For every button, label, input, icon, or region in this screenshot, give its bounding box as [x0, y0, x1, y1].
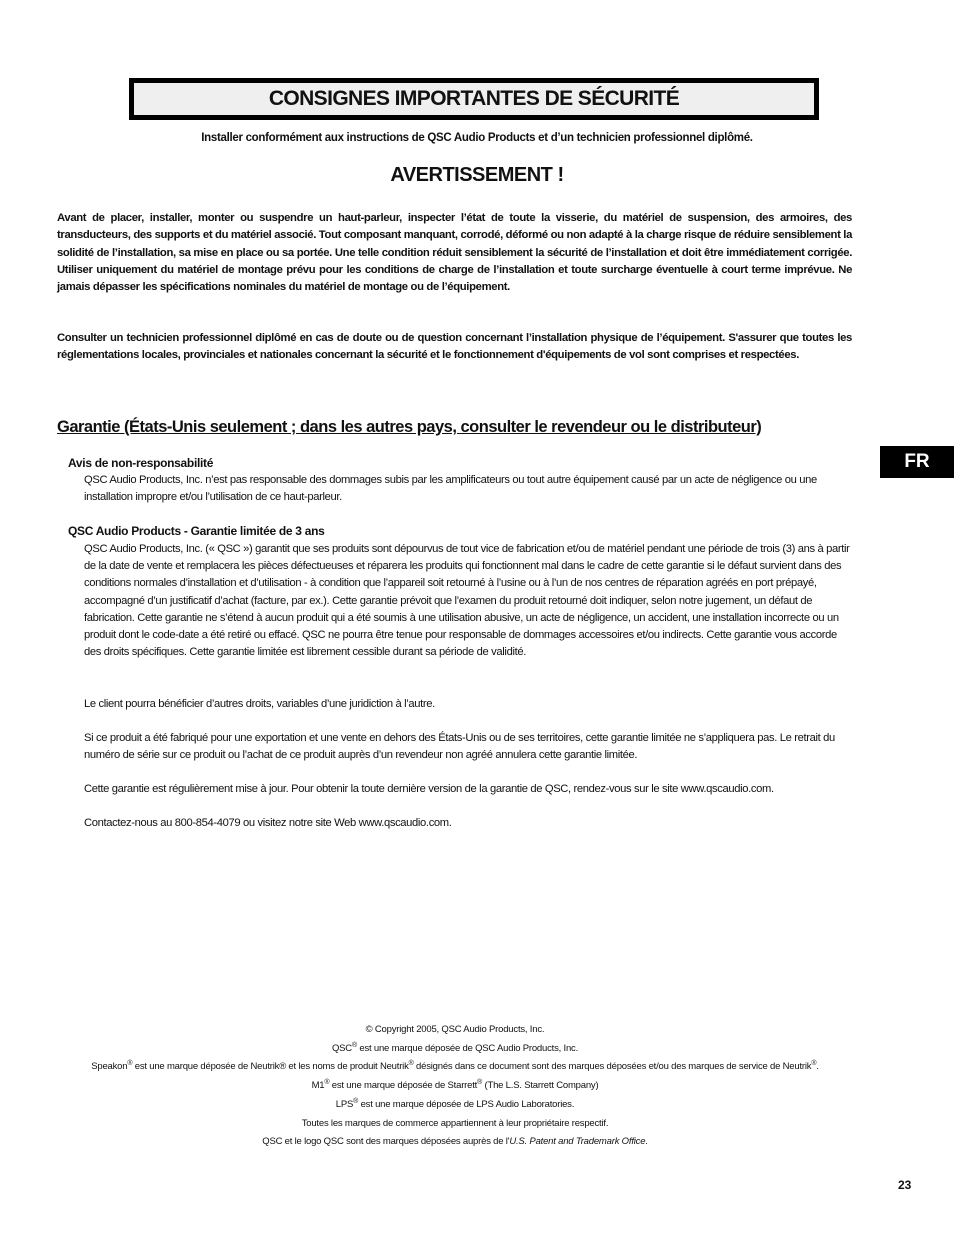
- disclaimer-heading: Avis de non-responsabilité: [68, 456, 214, 470]
- disclaimer-text: QSC Audio Products, Inc. n’est pas responsable des dommages subis par les amplificateurs ou tout autre équipement causé par un acte de négligence ou une installation impropre et/ou l’utilisation de ce haut-parleur.: [84, 474, 817, 504]
- trademark-all: Toutes les marques de commerce appartiennent à leur propriétaire respectif.: [301, 1117, 609, 1129]
- warranty-heading: Garantie (États-Unis seulement ; dans les autres pays, consulter le revendeur ou le distributeur): [57, 418, 762, 436]
- trademark-m1: M1® est une marque déposée de Starrett® (The L.S. Starrett Company): [311, 1078, 599, 1092]
- trademark-uspto: QSC et le logo QSC sont des marques déposées auprès de l'U.S. Patent and Trademark Office.: [262, 1136, 648, 1148]
- warranty-paragraph: QSC Audio Products, Inc. (« QSC ») garantit que ses produits sont dépourvus de tout vice de fabrication et/ou de matériel pendant une période de trois (3) ans à partir de la date de vente et remplacera les pièces défectueuses et réparera les produits qui fonctionnent mal dans le cadre de cette garantie si le défaut survient dans des conditions normales d’installation et d’utilisation - à condition que l’appareil soit retourné à l’usine ou à l’un de nos centres de réparation agréés en port prépayé, accompagné d’un justificatif d’achat (facture, par ex.). Cette garantie prévoit que l’examen du produit retourné doit indiquer, selon notre jugement, un défaut de fabrication. Cette garantie ne s’étend à aucun produit qui a été soumis à une utilisation abusive, un acte de négligence, un accident, une installation incorrecte ou un produit dont le code-date a été retiré ou effacé. QSC ne pourra être tenue pour responsable de dommages accessoires et/ou indirects. Cette garantie vous accorde des droits spécifiques. Cette garantie limitée est librement cessible durant sa période de validité.: [84, 543, 850, 659]
- trademark-lps: LPS® est une marque déposée de LPS Audio Laboratories.: [335, 1097, 575, 1110]
- page-number: 23: [898, 1178, 912, 1192]
- trademark-qsc: QSC® est une marque déposée de QSC Audio Products, Inc.: [331, 1041, 579, 1054]
- trademark-speakon: Speakon® est une marque déposée de Neutrik® et les noms de produit Neutrik® désignés dans ce document sont des marques déposées et/ou des marques de service de Neutrik®.: [91, 1060, 819, 1073]
- limited-warranty-heading: QSC Audio Products - Garantie limitée de 3 ans: [68, 524, 325, 538]
- footer-trademarks: [60, 1021, 850, 1152]
- warranty-paragraph: Cette garantie est régulièrement mise à jour. Pour obtenir la toute dernière version de la garantie de QSC, rendez-vous sur le site www.qscaudio.com.: [84, 783, 774, 795]
- language-tab-fr: FR: [880, 446, 954, 478]
- title-box: [129, 78, 819, 120]
- warning-title: AVERTISSEMENT !: [390, 164, 564, 186]
- page-title: CONSIGNES IMPORTANTES DE SÉCURITÉ: [268, 87, 680, 110]
- warranty-paragraph: Le client pourra bénéficier d’autres droits, variables d’une juridiction à l’autre.: [84, 698, 435, 710]
- contact-paragraph: Contactez-nous au 800-854-4079 ou visitez notre site Web www.qscaudio.com.: [84, 817, 452, 829]
- copyright: © Copyright 2005, QSC Audio Products, Inc.: [365, 1024, 545, 1035]
- warranty-paragraph: Si ce produit a été fabriqué pour une exportation et une vente en dehors des États-Unis ou de ses territoires, cette garantie limitée ne s’appliquera pas. Le retrait du numéro de série sur ce produit ou l’achat de ce produit auprès d’un revendeur non agréé annulera cette garantie limitée.: [84, 732, 835, 762]
- warning-paragraph: Avant de placer, installer, monter ou suspendre un haut-parleur, inspecter l’état de toute la visserie, du matériel de suspension, des armoires, des transducteurs, des supports et du matériel associé. Tout composant manquant, corrodé, déformé ou non adapté à la charge risque de réduire sensiblement la solidité de l’installation, sa mise en place ou sa portée. Une telle condition réduit sensiblement la sécurité de l’installation et doit être immédiatement corrigée. Utiliser uniquement du matériel de montage prévu pour les conditions de charge de l’installation et toute surcharge éventuelle à court terme imprévue. Ne jamais dépasser les spécifications nominales du matériel de montage ou de l’équipement.: [57, 212, 852, 294]
- intro-text: Installer conformément aux instructions de QSC Audio Products et d’un technicien professionnel diplômé.: [201, 132, 753, 144]
- warning-paragraph: Consulter un technicien professionnel diplômé en cas de doute ou de question concernant l’installation physique de l’équipement. S'assurer que toutes les réglementations locales, provinciales et nationales concernant la sécurité et le fonctionnement d'équipements de vol sont comprises et respectées.: [57, 332, 852, 362]
